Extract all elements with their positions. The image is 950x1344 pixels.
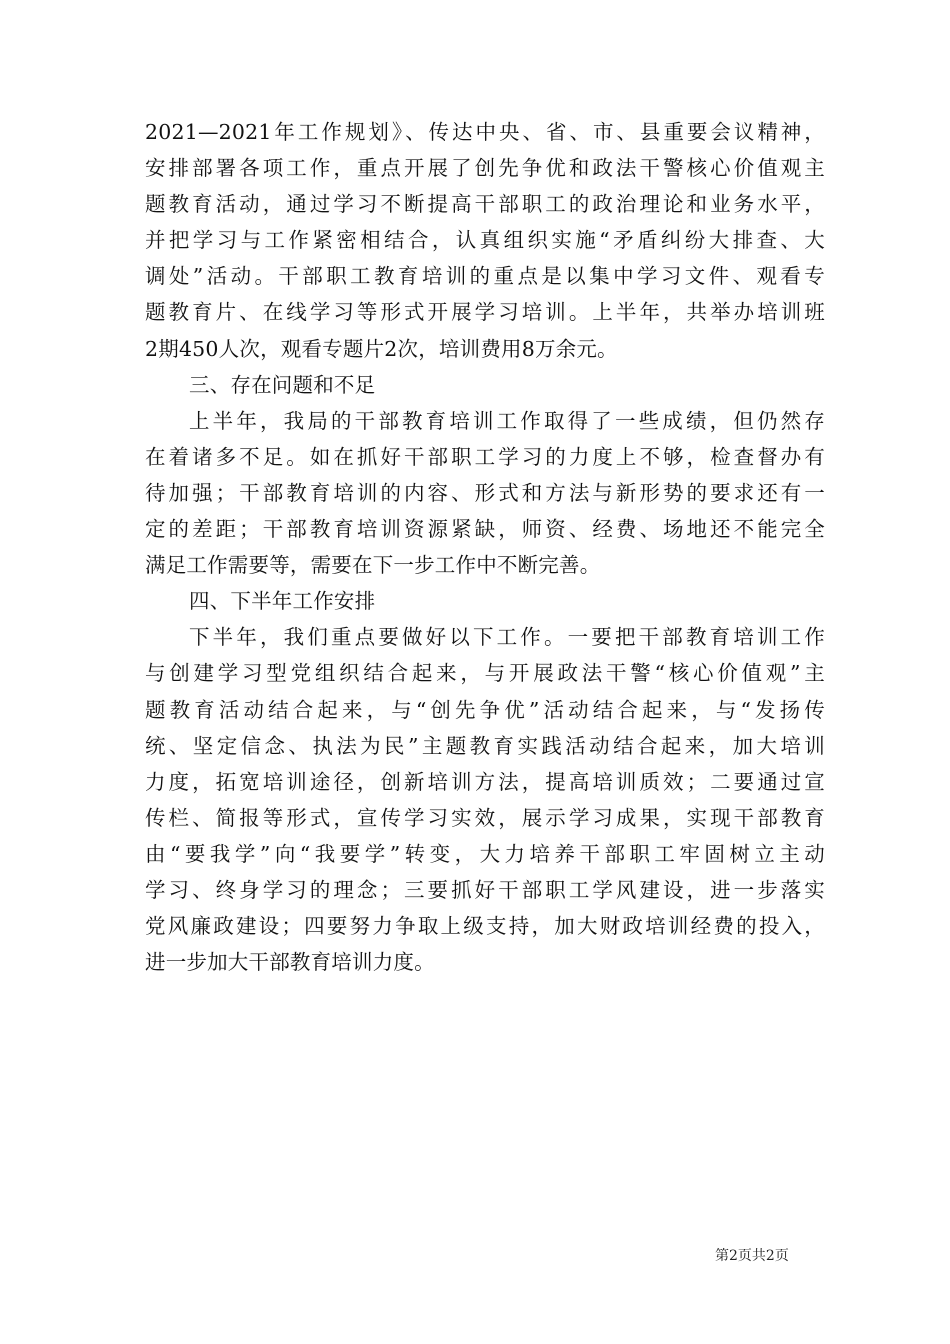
paragraph-line: 传栏、简报等形式，宣传学习实效，展示学习成果，实现干部教育 [145,805,825,830]
page-number: 第2页共2页 [715,1248,789,1264]
paragraph-line: 满足工作需要等，需要在下一步工作中不断完善。 [145,553,601,578]
paragraph-line: 进一步加大干部教育培训力度。 [145,950,435,975]
paragraph-line: 题教育片、在线学习等形式开展学习培训。上半年，共举办培训班 [145,300,825,325]
paragraph-line: 统、坚定信念、执法为民”主题教育实践活动结合起来，加大培训 [145,733,825,758]
paragraph-line: 党风廉政建设；四要努力争取上级支持，加大财政培训经费的投入， [145,914,825,939]
paragraph-line: 题教育活动，通过学习不断提高干部职工的政治理论和业务水平， [145,192,825,217]
section-heading: 三、存在问题和不足 [189,372,376,397]
paragraph-line: 定的差距；干部教育培训资源紧缺，师资、经费、场地还不能完全 [145,517,825,542]
document-body [145,114,825,980]
paragraph-line: 在着诸多不足。如在抓好干部职工学习的力度上不够，检查督办有 [145,444,825,469]
paragraph-line: 力度，拓宽培训途径，创新培训方法，提高培训质效；二要通过宣 [145,769,825,794]
paragraph-line: 2021—2021年工作规划》、传达中央、省、市、县重要会议精神， [145,120,825,144]
paragraph-line: 题教育活动结合起来，与“创先争优”活动结合起来，与“发扬传 [145,697,825,722]
paragraph-line: 2期450人次，观看专题片2次，培训费用8万余元。 [145,336,618,361]
paragraph-line: 上半年，我局的干部教育培训工作取得了一些成绩，但仍然存 [189,408,825,433]
paragraph-line: 下半年，我们重点要做好以下工作。一要把干部教育培训工作 [189,625,825,650]
paragraph-line: 由“要我学”向“我要学”转变，大力培养干部职工牢固树立主动 [145,841,825,866]
paragraph-line: 与创建学习型党组织结合起来，与开展政法干警“核心价值观”主 [145,661,825,686]
section-heading: 四、下半年工作安排 [189,589,376,614]
paragraph-line: 并把学习与工作紧密相结合，认真组织实施“矛盾纠纷大排查、大 [145,228,825,253]
paragraph-line: 调处”活动。干部职工教育培训的重点是以集中学习文件、观看专 [145,264,825,289]
paragraph-line: 安排部署各项工作，重点开展了创先争优和政法干警核心价值观主 [145,156,825,181]
paragraph-line: 待加强；干部教育培训的内容、形式和方法与新形势的要求还有一 [145,480,825,505]
paragraph-line: 学习、终身学习的理念；三要抓好干部职工学风建设，进一步落实 [145,877,825,902]
